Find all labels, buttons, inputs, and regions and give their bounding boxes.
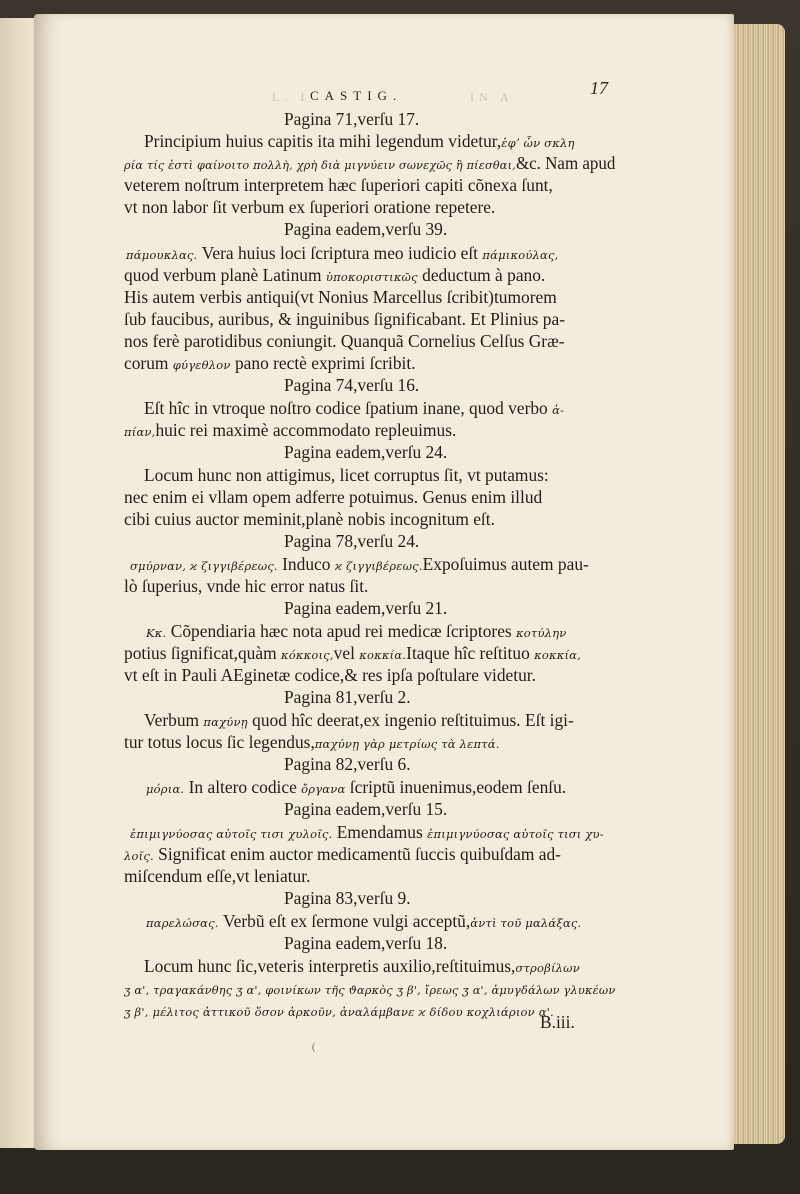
- text-line: ʒ β', μέλιτος ἀττικοῦ ὅσον ἀρκοῦν, ἀναλάμβανε ϰ δίδου κοχλιάριον α'.: [124, 1005, 554, 1019]
- text-line: Eſt hîc in vtroque noſtro codice ſpatium inane, quod verbo ἀ-: [144, 398, 565, 418]
- heading: Pagina 82,verſu 6.: [284, 754, 411, 774]
- text-line: ρία τίς ἐστὶ φαίνοιτο πολλὴ, χρὴ διὰ μιγνύειν σωνεχῶς ἢ πίεσθαι,&c. Nam apud: [124, 153, 616, 173]
- text-line: Locum hunc non attigimus, licet corruptus ſit, vt putamus:: [144, 465, 549, 485]
- text-line: nos ferè parotidibus coniungit. Quanquã Cornelius Celſus Græ-: [124, 331, 565, 351]
- text-line: tur totus locus ſic legendus,παχύνῃ γὰρ μετρίως τὰ λεπτά.: [124, 732, 500, 752]
- show-through-text-right: IN A: [470, 90, 514, 104]
- heading: Pagina eadem,verſu 39.: [284, 219, 448, 239]
- text-line: nec enim ei vllam opem adferre potuimus. Genus enim illud: [124, 487, 543, 507]
- text-line: Κκ. Cõpendiaria hæc nota apud rei medicæ ſcriptores κοτύλην: [146, 621, 567, 641]
- running-head: CASTIG.: [310, 88, 403, 103]
- show-through-text-left: L. I: [272, 90, 310, 104]
- text-line: vt non labor ſit verbum ex ſuperiori oratione repetere.: [124, 197, 496, 217]
- text-line: lò ſuperius, vnde hic error natus ſit.: [124, 576, 369, 596]
- text-line: veterem noſtrum interpretem hæc ſuperiori capiti cõnexa ſunt,: [124, 175, 553, 195]
- text-line: πίαν,huic rei maximè accommodato repleuimus.: [124, 420, 457, 440]
- heading: Pagina eadem,verſu 18.: [284, 933, 448, 953]
- folio-number: 17: [590, 78, 608, 98]
- heading: Pagina eadem,verſu 24.: [284, 442, 448, 462]
- text-line: quod verbum planè Latinum ὑποκοριστικῶς deductum à pano.: [124, 265, 546, 285]
- text-line: ſub faucibus, auribus, & inguinibus ſignificabant. Et Plinius pa-: [124, 309, 565, 329]
- text-line: Verbum παχύνῃ quod hîc deerat,ex ingenio reſtituimus. Eſt igi-: [144, 710, 574, 730]
- heading: Pagina 83,verſu 9.: [284, 888, 411, 908]
- text-line: ʒ α', τραγακάνθης ʒ α', φοινίκων τῆς ϑαρκὸς ʒ β', ἴρεως ʒ α', ἀμυγδάλων γλυκέων: [124, 983, 616, 997]
- text-line: miſcendum eſſe,vt leniatur.: [124, 866, 311, 886]
- text-line: σμύρναν, ϰ ζιγγιβέρεως. Induco ϰ ζιγγιβέρεως.Expoſuimus autem pau-: [130, 554, 589, 574]
- text-line: Locum hunc ſic,veteris interpretis auxilio,reſtituimus,στροβίλων: [144, 956, 580, 976]
- text-line: πάμουκλας. Vera huius loci ſcriptura meo iudicio eſt πάμικούλας,: [126, 243, 559, 263]
- heading: Pagina 74,verſu 16.: [284, 375, 420, 395]
- text-line: Principium huius capitis ita mihi legendum videtur,ἐφʼ ὧν σκλη: [144, 131, 575, 151]
- heading: Pagina eadem,verſu 15.: [284, 799, 448, 819]
- signature-mark: B.iii.: [540, 1012, 575, 1032]
- text-line: μόρια. In altero codice ὄργανα ſcriptũ inuenimus,eodem ſenſu.: [146, 777, 567, 797]
- heading: Pagina 78,verſu 24.: [284, 531, 420, 551]
- heading: Pagina 71,verſu 17.: [284, 109, 420, 129]
- text-line: ἐπιμιγνύοσας αὐτοῖς τισι χυλοῖς. Emendamus ἐπιμιγνύοσας αὐτοῖς τισι χυ-: [130, 822, 604, 842]
- heading: Pagina 81,verſu 2.: [284, 687, 411, 707]
- text-line: potius ſignificat,quàm κόκκοις,vel κοκκία.Itaque hîc reſtituo κοκκία,: [124, 643, 582, 663]
- text-line: cibi cuius auctor meminit,planè nobis incognitum eſt.: [124, 509, 495, 529]
- heading: Pagina eadem,verſu 21.: [284, 598, 448, 618]
- text-line: λοῖς. Significat enim auctor medicamentũ ſuccis quibuſdam ad-: [124, 844, 561, 864]
- ink-speck: (: [312, 1042, 316, 1053]
- text-line: corum φύγεθλον pano rectè exprimi ſcribit.: [124, 353, 416, 373]
- text-line: His autem verbis antiqui(vt Nonius Marcellus ſcribit)tumorem: [124, 287, 557, 307]
- text-line: παρελώσας. Verbũ eſt ex ſermone vulgi acceptũ,ἀντὶ τοῦ μαλάξας.: [146, 911, 582, 931]
- text-line: vt eſt in Pauli AEginetæ codice,& res ipſa poſtulare videtur.: [124, 665, 536, 685]
